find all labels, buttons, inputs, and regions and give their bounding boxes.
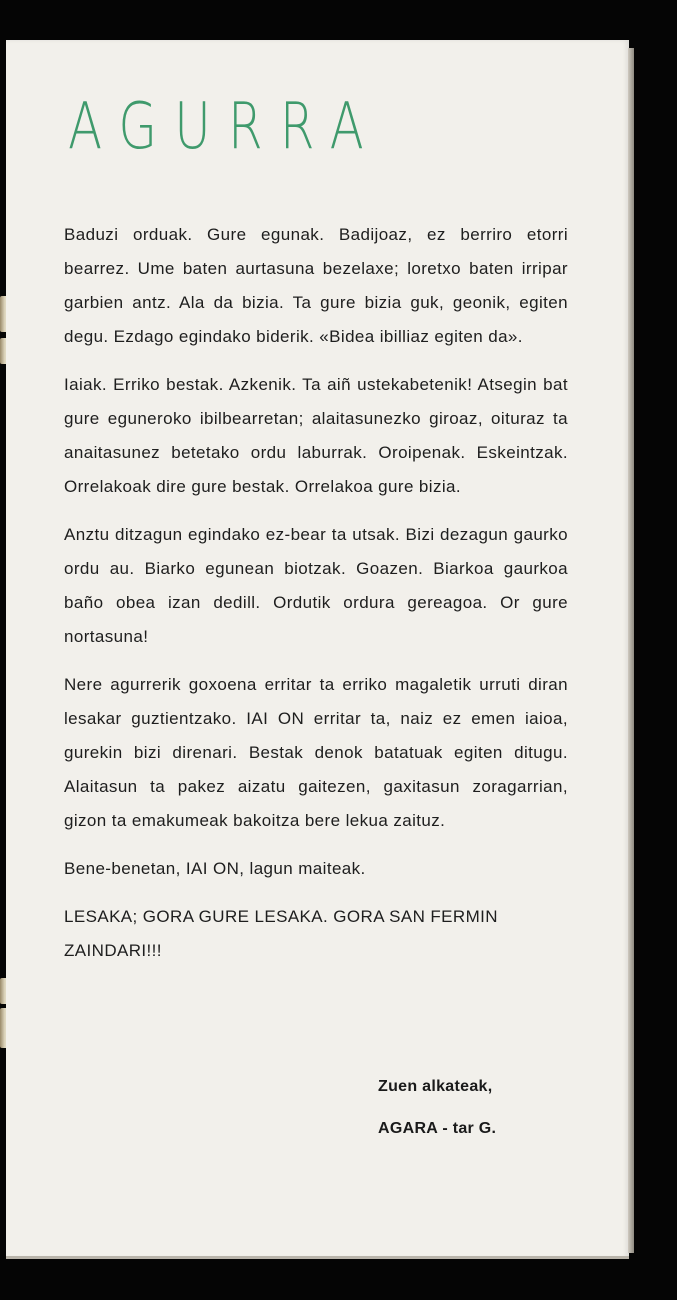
page-edge: [628, 48, 634, 1253]
paragraph: Nere agurrerik goxoena erritar ta erriko magaletik urruti diran lesakar guztientzako. IAI ON erritar ta, naiz ez emen iaioa, gurekin bizi direnari. Bestak denok batatuak egiten ditugu. Alaitasun ta pakez aizatu gaitezen, gaxitasun zoragarrian, gizon ta emakumeak bakoitza bere lekua zaituz.: [64, 675, 568, 830]
page-edge: [6, 1256, 629, 1259]
signature-name: AGARA - tar G.: [378, 1120, 497, 1137]
paragraph: Iaiak. Erriko bestak. Azkenik. Ta aiñ ustekabetenik! Atsegin bat gure eguneroko ibilbearretan; alaitasunezko giroaz, oituraz ta anaitasunez betetako ordu laburrak. Oroipenak. Eskeintzak. Orrelakoak dire gure bestak. Orrelakoa gure bizia.: [64, 375, 568, 496]
body-text: [64, 218, 568, 982]
signature-block: [378, 1066, 496, 1150]
signature-closing: Zuen alkateak,: [378, 1078, 493, 1095]
paragraph: Anztu ditzagun egindako ez-bear ta utsak. Bizi dezagun gaurko ordu au. Biarko egunean biotzak. Goazen. Biarkoa gaurkoa baño obea izan dedill. Ordutik ordura gereagoa. Or gure nortasuna!: [64, 525, 568, 646]
paragraph: Bene-benetan, IAI ON, lagun maiteak.: [64, 859, 366, 878]
paragraph: Baduzi orduak. Gure egunak. Badijoaz, ez berriro etorri bearrez. Ume baten aurtasuna bezelaxe; loretxo baten irripar garbien antz. Ala da bizia. Ta gure bizia guk, geonik, egiten degu. Ezdago egindako biderik. «Bidea ibilliaz egiten da».: [64, 225, 568, 346]
paragraph: LESAKA; GORA GURE LESAKA. GORA SAN FERMIN ZAINDARI!!!: [64, 907, 498, 960]
page-title: AGURRA: [68, 90, 381, 164]
